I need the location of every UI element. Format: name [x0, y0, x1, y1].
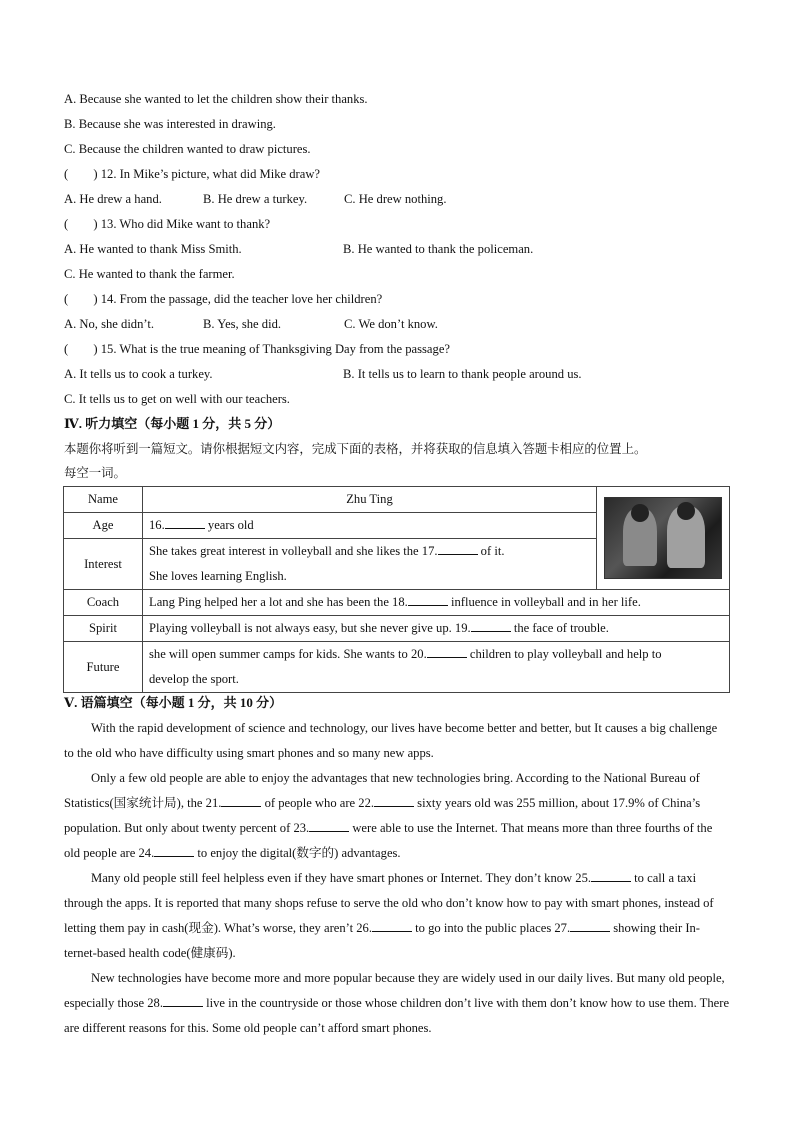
- q13-option-a: A. He wanted to thank Miss Smith.: [64, 242, 242, 256]
- passage-paragraph-2: Only a few old people are able to enjoy the advantages that new technologies bring. According to the National Bureau of Statistics(国家统计局), the 21. of people who are 22. sixty years old was 255 million, about 17.9% of China’s population. But only about twenty percent of 23. were able to use the Internet. That means more than three fourths of the old people are 24. to enjoy the digital(数字的) advantages.: [64, 771, 713, 860]
- q15-option-b: B. It tells us to learn to thank people around us.: [343, 367, 582, 381]
- table-label-coach: Coach: [64, 590, 143, 616]
- section5-heading: Ⅴ. 语篇填空（每小题 1 分，共 10 分）: [64, 695, 283, 710]
- blank-26[interactable]: [372, 919, 412, 932]
- q13-option-b: B. He wanted to thank the policeman.: [343, 242, 534, 256]
- q14-option-a: A. No, she didn’t.: [64, 317, 155, 331]
- q11-option-a: A. Because she wanted to let the children show their thanks.: [64, 92, 368, 106]
- table-label-name: Name: [64, 487, 143, 513]
- q13-stem: ( ) 13. Who did Mike want to thank?: [64, 217, 271, 231]
- section4-instructions-2: 每空一词。: [64, 465, 126, 480]
- blank-17[interactable]: [438, 542, 478, 555]
- q15-option-a: A. It tells us to cook a turkey.: [64, 367, 213, 381]
- q12-option-b: B. He drew a turkey.: [203, 192, 308, 206]
- blank-18[interactable]: [408, 593, 448, 606]
- passage-paragraph-1: With the rapid development of science and technology, our lives have become better and better, but It causes a big challenge to the old who have difficulty using smart phones and so many new apps.: [64, 721, 718, 760]
- blank-16[interactable]: [165, 516, 205, 529]
- q15-option-c: C. It tells us to get on well with our teachers.: [64, 392, 290, 406]
- athlete-photo: [604, 497, 722, 579]
- blank-24[interactable]: [154, 844, 194, 857]
- table-label-future: Future: [64, 642, 143, 693]
- table-value-age: 16. years old: [143, 513, 597, 539]
- info-table: [63, 486, 730, 693]
- blank-25[interactable]: [591, 869, 631, 882]
- q11-option-b: B. Because she was interested in drawing.: [64, 117, 276, 131]
- q14-stem: ( ) 14. From the passage, did the teacher love her children?: [64, 292, 383, 306]
- table-value-name: Zhu Ting: [143, 487, 597, 513]
- photo-cell: [597, 487, 730, 590]
- table-label-spirit: Spirit: [64, 616, 143, 642]
- section4-instructions: 本题你将听到一篇短文。请你根据短文内容，完成下面的表格，并将获取的信息填入答题卡相应的位置上。: [64, 441, 647, 456]
- table-label-age: Age: [64, 513, 143, 539]
- blank-19[interactable]: [471, 619, 511, 632]
- blank-21[interactable]: [221, 794, 261, 807]
- table-value-interest: She takes great interest in volleyball and she likes the 17. of it. She loves learning English.: [143, 539, 597, 590]
- section4-heading: Ⅳ. 听力填空（每小题 1 分，共 5 分）: [64, 416, 281, 431]
- table-value-future: she will open summer camps for kids. She wants to 20. children to play volleyball and help to develop the sport.: [143, 642, 730, 693]
- passage-paragraph-3: Many old people still feel helpless even if they have smart phones or Internet. They don’t know 25. to call a taxi through the apps. It is reported that many shops refuse to serve the old who don’t know how to pay with smart phones, instead of letting them pay in cash(现金). What’s worse, they aren’t 26. to go into the public places 27. showing their In-ternet-based health code(健康码).: [64, 871, 714, 960]
- blank-27[interactable]: [570, 919, 610, 932]
- blank-20[interactable]: [427, 645, 467, 658]
- table-value-coach: Lang Ping helped her a lot and she has been the 18. influence in volleyball and in her life.: [143, 590, 730, 616]
- q12-option-c: C. He drew nothing.: [344, 192, 447, 206]
- q14-option-c: C. We don’t know.: [344, 317, 438, 331]
- q12-stem: ( ) 12. In Mike’s picture, what did Mike draw?: [64, 167, 321, 181]
- q11-option-c: C. Because the children wanted to draw pictures.: [64, 142, 311, 156]
- q13-option-c: C. He wanted to thank the farmer.: [64, 267, 235, 281]
- table-label-interest: Interest: [64, 539, 143, 590]
- q12-option-a: A. He drew a hand.: [64, 192, 162, 206]
- q15-stem: ( ) 15. What is the true meaning of Thanksgiving Day from the passage?: [64, 342, 450, 356]
- blank-22[interactable]: [374, 794, 414, 807]
- q14-option-b: B. Yes, she did.: [203, 317, 282, 331]
- blank-28[interactable]: [163, 994, 203, 1007]
- passage-paragraph-4: New technologies have become more and more popular because they are widely used in our daily lives. But many old people, especially those 28. live in the countryside or those whose children don’t live with them don’t know how to use them. There are different reasons for this. Some old people can’t afford smart phones.: [64, 971, 730, 1035]
- blank-23[interactable]: [309, 819, 349, 832]
- table-value-spirit: Playing volleyball is not always easy, but she never give up. 19. the face of trouble.: [143, 616, 730, 642]
